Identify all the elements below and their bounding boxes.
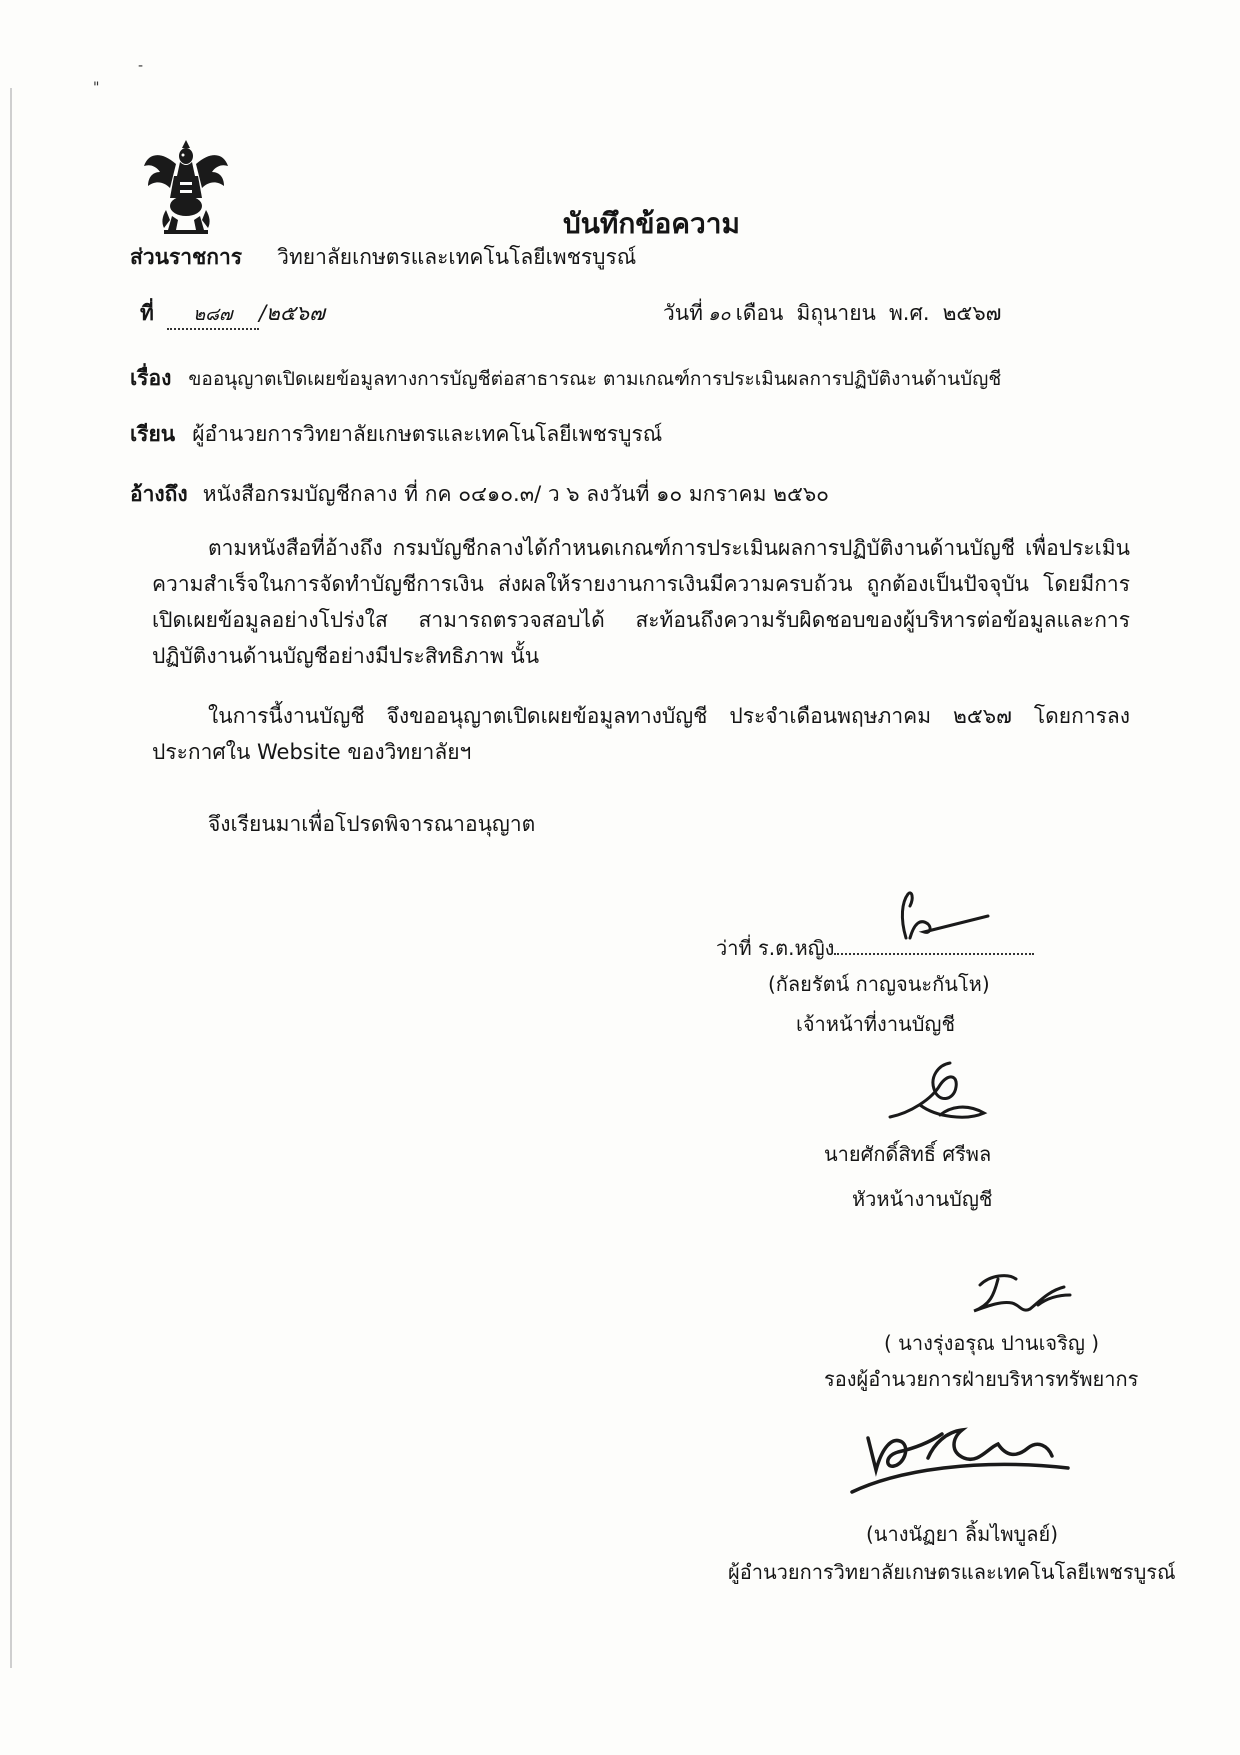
number-handwritten: ๒๘๗ [193, 304, 233, 325]
signature-4-name: (นางนัฏยา ลิ้มไพบูลย์) [866, 1522, 1059, 1546]
signature-1-line [716, 932, 1034, 964]
reference-value: หนังสือกรมบัญชีกลาง ที่ กค ๐๔๑๐.๓/ ว ๖ ลงวันที่ ๑๐ มกราคม ๒๕๖๐ [202, 482, 829, 506]
date-day-handwritten: ๑๐ [708, 304, 731, 325]
agency-label: ส่วนราชการ [130, 245, 243, 269]
date-row [663, 297, 1001, 330]
number-suffix: /๒๕๖๗ [258, 301, 325, 325]
date-year-value: ๒๕๖๗ [942, 301, 1002, 325]
to-label: เรียน [130, 422, 176, 446]
signature-2-name: นายศักดิ์สิทธิ์ ศรีพล [824, 1142, 992, 1166]
signature-2-handwritten [880, 1055, 1010, 1145]
scan-speck: - [138, 58, 144, 74]
number-label: ที่ [140, 301, 154, 325]
body-paragraph-2: ในการนี้งานบัญชี จึงขออนุญาตเปิดเผยข้อมูลทางบัญชี ประจำเดือนพฤษภาคม ๒๕๖๗ โดยการลงประกาศใน Website ของวิทยาลัยฯ [152, 704, 1130, 764]
signature-4-position: ผู้อำนวยการวิทยาลัยเกษตรและเทคโนโลยีเพชรบูรณ์ [728, 1560, 1176, 1584]
to-value: ผู้อำนวยการวิทยาลัยเกษตรและเทคโนโลยีเพชรบูรณ์ [192, 422, 663, 446]
garuda-emblem-icon [140, 136, 232, 236]
signature-1-name: (กัลยรัตน์ กาญจนะกันโห) [768, 972, 990, 996]
reference-row [130, 478, 829, 511]
signature-1-position: เจ้าหน้าที่งานบัญชี [796, 1012, 956, 1036]
signature-3-handwritten [960, 1265, 1080, 1325]
signature-3-name: ( นางรุ่งอรุณ ปานเจริญ ) [884, 1331, 1100, 1355]
document-title: บันทึกข้อความ [563, 207, 740, 240]
signature-4-handwritten [838, 1408, 1098, 1508]
date-year-label: พ.ศ. [888, 301, 930, 325]
number-row [140, 297, 325, 330]
closing-line: จึงเรียนมาเพื่อโปรดพิจารณาอนุญาต [208, 812, 536, 836]
agency-row [130, 241, 636, 274]
signature-3-position: รองผู้อำนวยการฝ่ายบริหารทรัพยากร [824, 1367, 1139, 1391]
scan-speck: " [93, 80, 100, 96]
agency-value: วิทยาลัยเกษตรและเทคโนโลยีเพชรบูรณ์ [277, 245, 637, 269]
subject-label: เรื่อง [130, 366, 172, 390]
signature-2-position: หัวหน้างานบัญชี [852, 1187, 993, 1211]
to-row [130, 418, 662, 451]
date-month-label: เดือน [735, 301, 784, 325]
subject-row [130, 362, 1001, 395]
date-month-value: มิถุนายน [796, 301, 876, 325]
reference-label: อ้างถึง [130, 482, 188, 506]
subject-value: ขออนุญาตเปิดเผยข้อมูลทางการบัญชีต่อสาธารณะ ตามเกณฑ์การประเมินผลการปฏิบัติงานด้านบัญชี [188, 368, 1002, 390]
scan-edge-line [10, 88, 12, 1668]
date-label: วันที่ [663, 301, 703, 325]
signature-1-prefix: ว่าที่ ร.ต.หญิง [716, 936, 835, 960]
body-paragraph-1: ตามหนังสือที่อ้างถึง กรมบัญชีกลางได้กำหนดเกณฑ์การประเมินผลการปฏิบัติงานด้านบัญชี เพื่อประเมินความสำเร็จในการจัดทำบัญชีการเงิน ส่งผลให้รายงานการเงินมีความครบถ้วน ถูกต้องเป็นปัจจุบัน โดยมีการเปิดเผยข้อมูลอย่างโปร่งใส สามารถตรวจสอบได้ สะท้อนถึงความรับผิดชอบของผู้บริหารต่อข้อมูลและการปฏิบัติงานด้านบัญชีอย่างมีประสิทธิภาพ นั้น [152, 536, 1130, 668]
